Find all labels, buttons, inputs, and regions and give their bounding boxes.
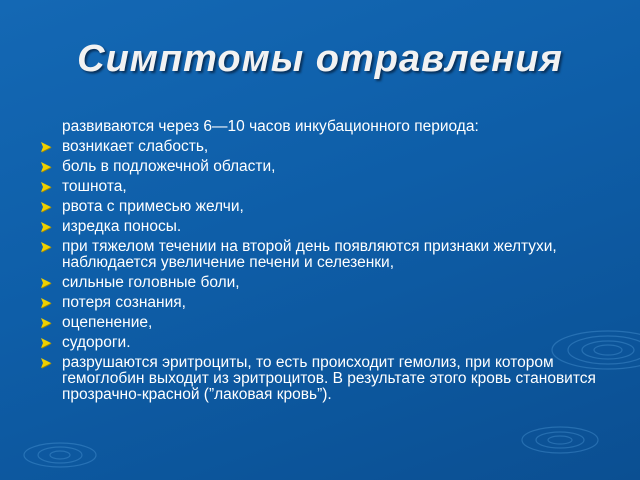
bullet-arrow-icon <box>40 277 52 289</box>
list-item-text: при тяжелом течении на второй день появляются признаки желтухи, наблюдается увеличение печени и селезенки, <box>62 238 557 271</box>
list-item <box>40 275 600 291</box>
bullet-arrow-icon <box>40 357 52 369</box>
bullet-arrow-icon <box>40 221 52 233</box>
list-item-text: сильные головные боли, <box>62 274 240 291</box>
list-item-text: возникает слабость, <box>62 138 209 155</box>
list-item-text: изредка поносы. <box>62 218 182 235</box>
list-item-text: потеря сознания, <box>62 294 186 311</box>
list-item <box>40 295 600 311</box>
bullet-arrow-icon <box>40 161 52 173</box>
bullet-arrow-icon <box>40 141 52 153</box>
bullet-arrow-icon <box>40 337 52 349</box>
bullet-arrow-icon <box>40 201 52 213</box>
symptom-list <box>40 139 600 407</box>
list-item-text: разрушаются эритроциты, то есть происходит гемолиз, при котором гемоглобин выходит из эритроцитов. В результате этого кровь становится прозрачно-красной (”лаковая кровь”). <box>62 354 596 403</box>
list-item <box>40 335 600 351</box>
list-item <box>40 239 600 271</box>
list-item <box>40 219 600 235</box>
list-item-text: рвота с примесью желчи, <box>62 198 244 215</box>
list-item-text: боль в подложечной области, <box>62 158 276 175</box>
list-item <box>40 159 600 175</box>
intro-text: развиваются через 6—10 часов инкубационного периода: <box>62 118 479 135</box>
list-item <box>40 355 600 403</box>
bullet-arrow-icon <box>40 181 52 193</box>
list-item <box>40 199 600 215</box>
list-item-text: оцепенение, <box>62 314 153 331</box>
list-item-text: тошнота, <box>62 178 127 195</box>
slide-title: Симптомы отравления <box>77 38 563 80</box>
bullet-arrow-icon <box>40 297 52 309</box>
bullet-arrow-icon <box>40 241 52 253</box>
list-item <box>40 315 600 331</box>
list-item <box>40 179 600 195</box>
list-item-text: судороги. <box>62 334 131 351</box>
list-item <box>40 139 600 155</box>
bullet-arrow-icon <box>40 317 52 329</box>
